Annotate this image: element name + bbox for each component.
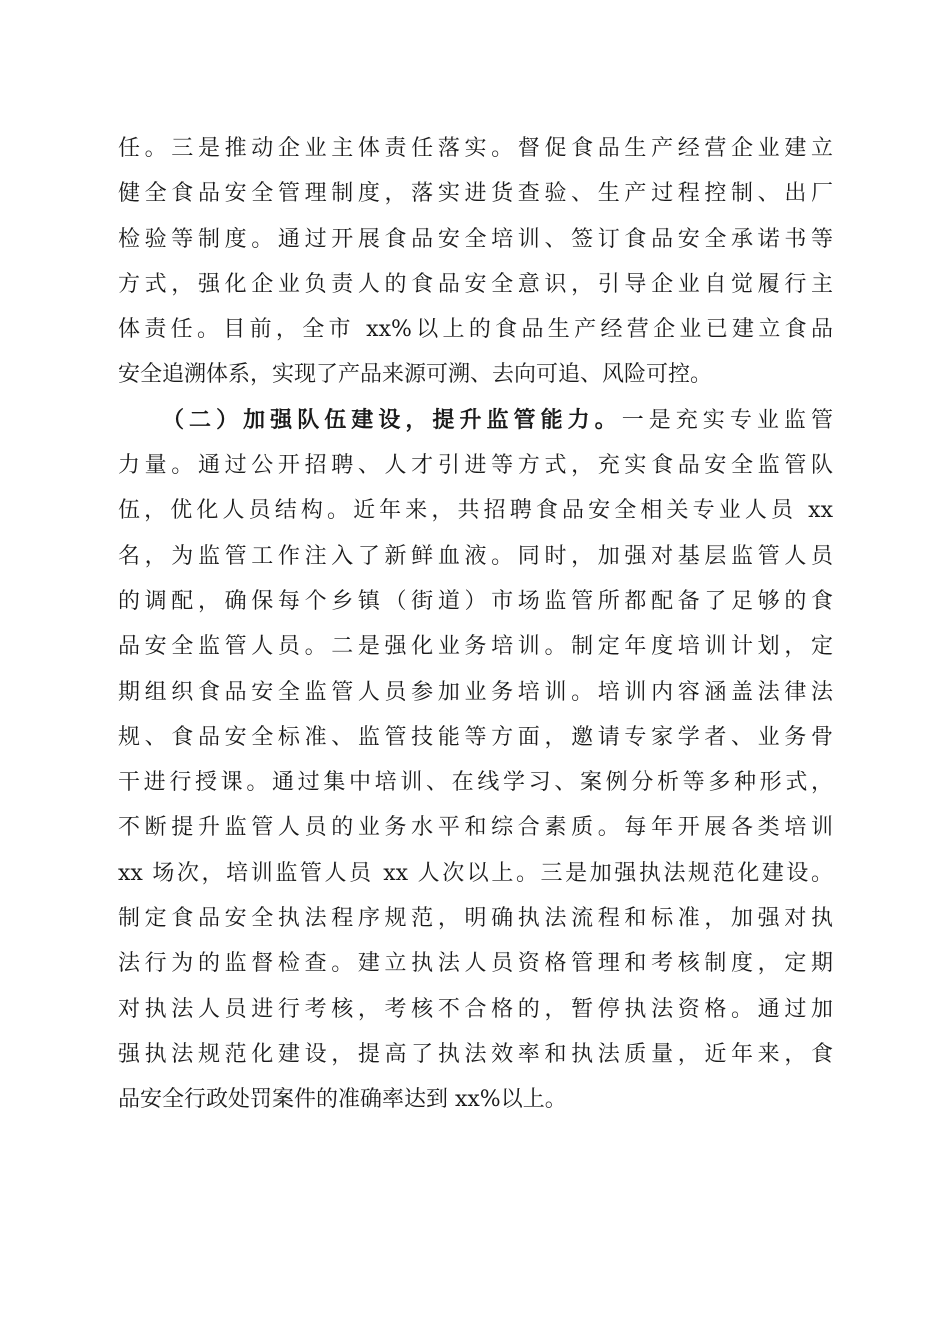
text-line: 法行为的监督检查。建立执法人员资格管理和考核制度，定期 [118, 951, 833, 977]
text-line: 任。三是推动企业主体责任落实。督促食品生产经营企业建立 [118, 136, 833, 161]
text-line: 伍，优化人员结构。近年来，共招聘食品安全相关专业人员 xx [118, 498, 833, 524]
text-line: 方式，强化企业负责人的食品安全意识，引导企业自觉履行主 [118, 271, 833, 297]
text-line: 品安全监管人员。二是强化业务培训。制定年度培训计划，定 [118, 634, 833, 660]
text-line: 安全追溯体系，实现了产品来源可溯、去向可追、风险可控。 [118, 362, 713, 388]
text-line: 品安全行政处罚案件的准确率达到 xx%以上。 [118, 1087, 567, 1113]
text-line: 期组织食品安全监管人员参加业务培训。培训内容涵盖法律法 [118, 679, 833, 705]
text-line: 规、食品安全标准、监管技能等方面，邀请专家学者、业务骨 [118, 724, 833, 750]
text-line: 体责任。目前，全市 xx%以上的食品生产经营企业已建立食品 [118, 317, 833, 343]
text-line: 的调配，确保每个乡镇（街道）市场监管所都配备了足够的食 [118, 588, 833, 614]
text-line: 干进行授课。通过集中培训、在线学习、案例分析等多种形式， [118, 770, 833, 796]
text-line: 不断提升监管人员的业务水平和综合素质。每年开展各类培训 [118, 815, 833, 841]
text-line: 检验等制度。通过开展食品安全培训、签订食品安全承诺书等 [118, 226, 833, 252]
paragraph-enterprise-responsibility [118, 126, 833, 398]
text-line: 对执法人员进行考核，考核不合格的，暂停执法资格。通过加 [118, 996, 833, 1022]
paragraph-team-building [118, 398, 833, 1123]
text-run: 一是充实专业监管 [621, 407, 833, 433]
text-line: 强执法规范化建设，提高了执法效率和执法质量，近年来，食 [118, 1041, 833, 1067]
document-body [118, 126, 833, 1123]
text-line: 健全食品安全管理制度，落实进货查验、生产过程控制、出厂 [118, 181, 833, 207]
section-heading: （二）加强队伍建设，提升监管能力。 [162, 406, 622, 433]
text-line: 力量。通过公开招聘、人才引进等方式，充实食品安全监管队 [118, 453, 833, 479]
text-line: xx 场次，培训监管人员 xx 人次以上。三是加强执法规范化建设。 [118, 860, 833, 886]
text-line: 名，为监管工作注入了新鲜血液。同时，加强对基层监管人员 [118, 543, 833, 569]
text-line: 制定食品安全执法程序规范，明确执法流程和标准，加强对执 [118, 906, 833, 932]
paragraph-first-line [118, 398, 833, 443]
